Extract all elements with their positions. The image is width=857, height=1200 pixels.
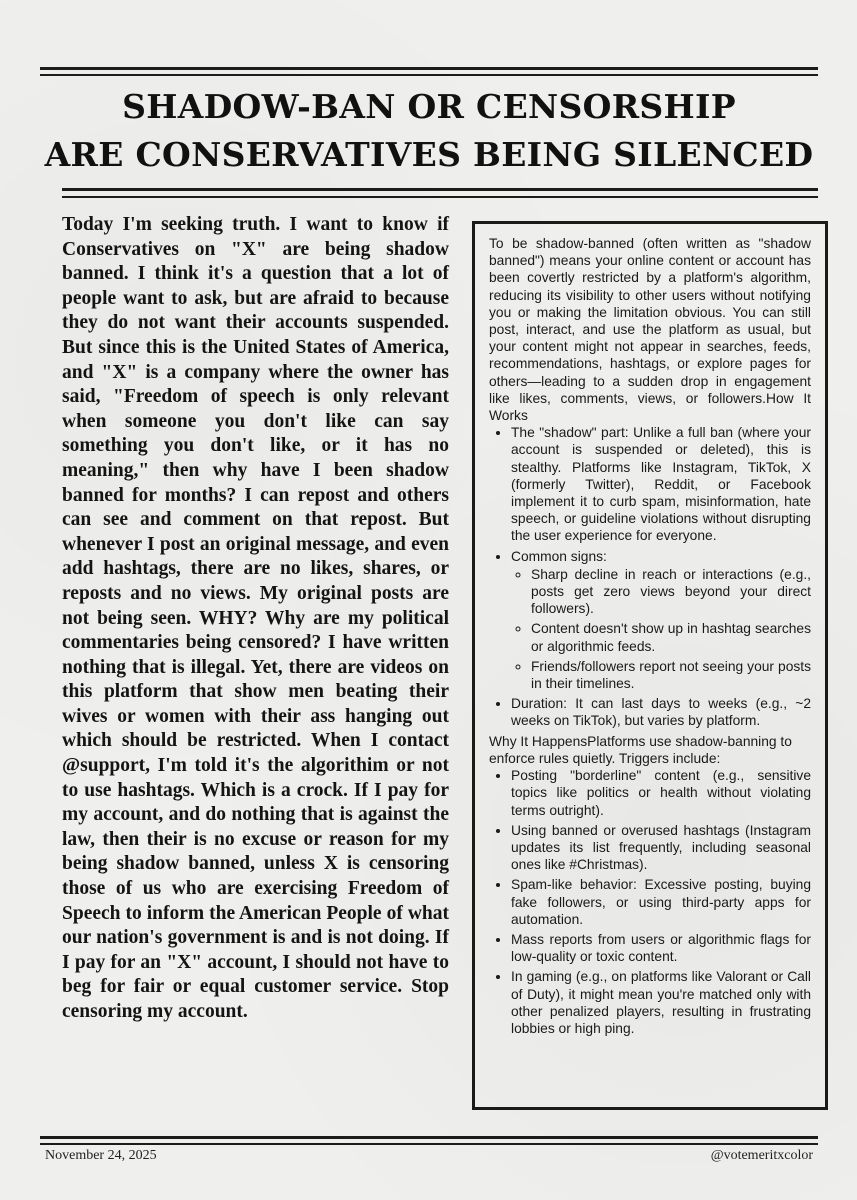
headline-line-2: ARE CONSERVATIVES BEING SILENCED <box>44 135 814 174</box>
headline-rule-thin <box>62 196 818 198</box>
list-item: • Mass reports from users or algorithmic flags for low-quality or toxic content. <box>511 931 811 965</box>
list-item: • Using banned or overused hashtags (Instagram updates its list frequently, including seasonal ones like #Christmas). <box>511 822 811 874</box>
headline-rule-thick <box>62 188 818 191</box>
how-it-works-list <box>489 424 811 729</box>
definition-sidebar <box>472 221 828 1110</box>
list-item-duration: • Duration: It can last days to weeks (e.g., ~2 weeks on TikTok), but varies by platform. <box>511 695 811 729</box>
footer-handle: @votemeritxcolor <box>710 1148 813 1163</box>
top-rule-thick <box>40 67 818 70</box>
sidebar-intro: To be shadow-banned (often written as "shadow banned") means your online content or account has been covertly restricted by a platform's algorithm, reducing its visibility to other users without notifying you or making the limitation obvious. You can still post, interact, and use the platform as usual, but your content might not appear in searches, feeds, recommendations, hashtags, or explore pages for others—leading to a sudden drop in engagement like likes, comments, views, or followers.How It Works <box>489 236 811 424</box>
bottom-rule-thick <box>40 1136 818 1139</box>
list-item-common-signs <box>511 548 811 693</box>
triggers-list <box>489 767 811 1037</box>
list-item: • Posting "borderline" content (e.g., sensitive topics like politics or health without violating terms outright). <box>511 767 811 819</box>
footer-date: November 24, 2025 <box>45 1148 157 1163</box>
common-signs-list <box>511 566 811 692</box>
why-it-happens-intro: Why It HappensPlatforms use shadow-banning to enforce rules quietly. Triggers include: <box>489 733 792 766</box>
bottom-rule-thin <box>40 1143 818 1145</box>
list-item: ◦ Content doesn't show up in hashtag searches or algorithmic feeds. <box>531 620 811 654</box>
top-rule-thin <box>40 74 818 76</box>
list-item: • In gaming (e.g., on platforms like Valorant or Call of Duty), it might mean you're matched only with other penalized players, resulting in frustrating lobbies or high ping. <box>511 968 811 1037</box>
list-item-shadow: • The "shadow" part: Unlike a full ban (where your account is suspended or deleted), this is stealthy. Platforms like Instagram, TikTok, X (formerly Twitter), Reddit, or Facebook implement it to curb spam, misinformation, hate speech, or guideline violations without disrupting the user experience for everyone. <box>511 424 811 544</box>
common-signs-label: Common signs: <box>511 548 607 564</box>
list-item: • Spam-like behavior: Excessive posting, buying fake followers, or using third-party apps for automation. <box>511 876 811 928</box>
headline-line-1: SHADOW-BAN OR CENSORSHIP <box>122 87 736 126</box>
list-item: ◦ Sharp decline in reach or interactions (e.g., posts get zero views beyond your direct followers). <box>531 566 811 618</box>
article-body: Today I'm seeking truth. I want to know if Conservatives on "X" are being shadow banned. I think it's a question that a lot of people want to ask, but are afraid to because they do not want their accounts suspended. But since this is the United States of America, and "X" is a company where the owner has said, "Freedom of speech is only relevant when someone you don't like can say something you don't like, or it has no meaning," then why have I been shadow banned for months? I can repost and others can see and comment on that repost. But whenever I post an original message, and even add hashtags, there are no likes, shares, or reposts and no views. My original posts are not being seen. WHY? Why are my political commentaries being censored? I have written nothing that is illegal. Yet, there are videos on this platform that show men beating their wives or women with their ass hanging out which should be restricted. When I contact @support, I'm told it's the algorithim or not to use hashtags. Which is a crock. If I pay for my account, and do nothing that is against the law, then their is no excuse or reason for my being shadow banned, unless X is censoring those of us who are exercising Freedom of Speech to inform the American People of what our nation's government is and is not doing. If I pay for an "X" account, I should not have to beg for fair or equal customer service. Stop censoring my account. <box>62 214 449 1022</box>
list-item: ◦ Friends/followers report not seeing your posts in their timelines. <box>531 658 811 692</box>
